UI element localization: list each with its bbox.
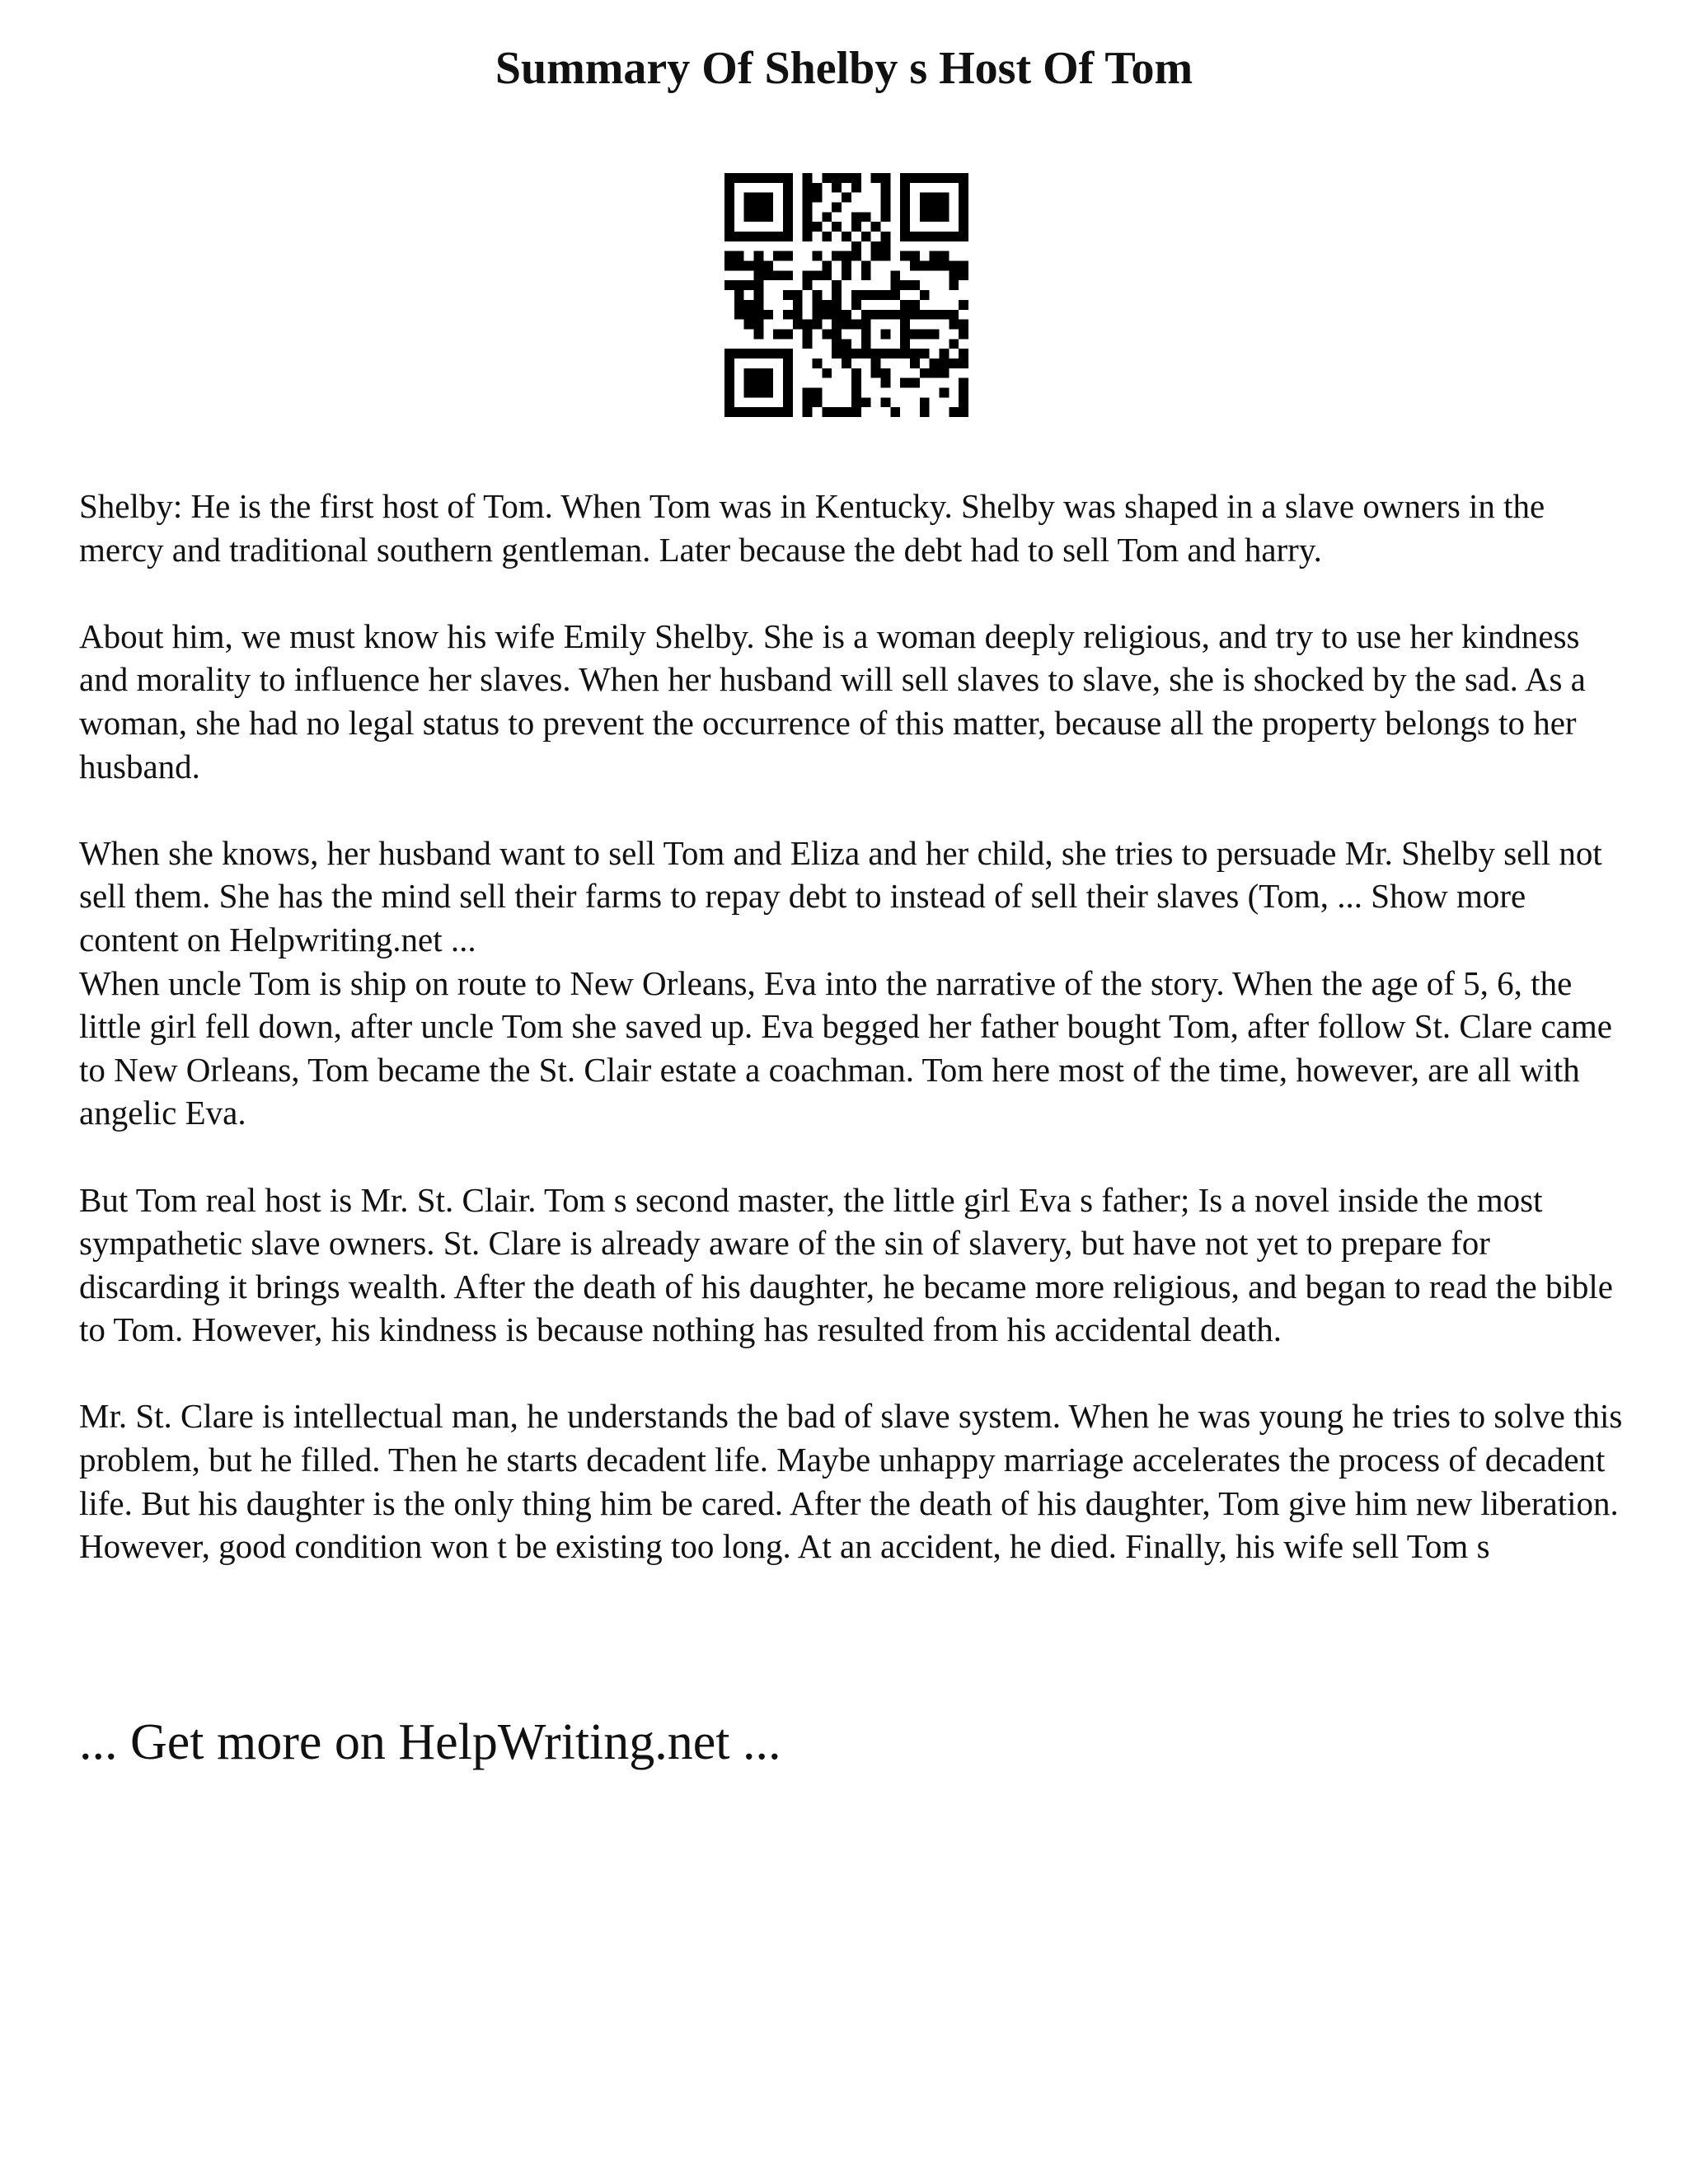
paragraph-emily-shelby: About him, we must know his wife Emily Shelby. She is a woman deeply religious, and try to use her kindness and morality to influence her slaves. When her husband will sell slaves to slave, she is shocked by the sad. As a woman, she had no legal status to prevent the occurrence of this matter, because all the property belongs to her husband.: [79, 616, 1586, 785]
paragraph-shelby: Shelby: He is the first host of Tom. When Tom was in Kentucky. Shelby was shaped in a slave owners in the mercy and traditional southern gentleman. Later because the debt had to sell Tom and harry.: [79, 487, 1545, 569]
qr-code-icon: [724, 173, 968, 417]
paragraph-st-clare-intellectual: Mr. St. Clare is intellectual man, he understands the bad of slave system. When he was young he tries to solve this problem, but he filled. Then he starts decadent life. Maybe unhappy marriage accelerates the process of decadent life. But his daughter is the only thing him be cared. After the death of his daughter, Tom give him new liberation. However, good condition won t be existing too long. At an accident, he died. Finally, his wife sell Tom s: [79, 1397, 1623, 1566]
page-title: Summary Of Shelby s Host Of Tom: [495, 43, 1193, 94]
paragraph-eva: When uncle Tom is ship on route to New Orleans, Eva into the narrative of the story. When the age of 5, 6, the little girl fell down, after uncle Tom she saved up. Eva begged her father bought Tom, after follow St. Clare came to New Orleans, Tom became the St. Clair estate a coachman. Tom here most of the time, however, are all with angelic Eva.: [79, 963, 1612, 1132]
paragraph-st-clair: But Tom real host is Mr. St. Clair. Tom s second master, the little girl Eva s father; Is a novel inside the most sympathetic slave owners. St. Clare is already aware of the sin of slavery, but have not yet to prepare for discarding it brings wealth. After the death of his daughter, he became more religious, and began to read the bible to Tom. However, his kindness is because nothing has resulted from his accidental death.: [79, 1180, 1613, 1349]
document-body: [79, 485, 1629, 1568]
paragraph-persuade: When she knows, her husband want to sell Tom and Eliza and her child, she tries to persuade Mr. Shelby sell not sell them. She has the mind sell their farms to repay debt to instead of sell their slaves (Tom, ... Show more content on Helpwriting.net ...: [79, 833, 1602, 958]
get-more-link[interactable]: ... Get more on HelpWriting.net ...: [79, 1714, 781, 1770]
